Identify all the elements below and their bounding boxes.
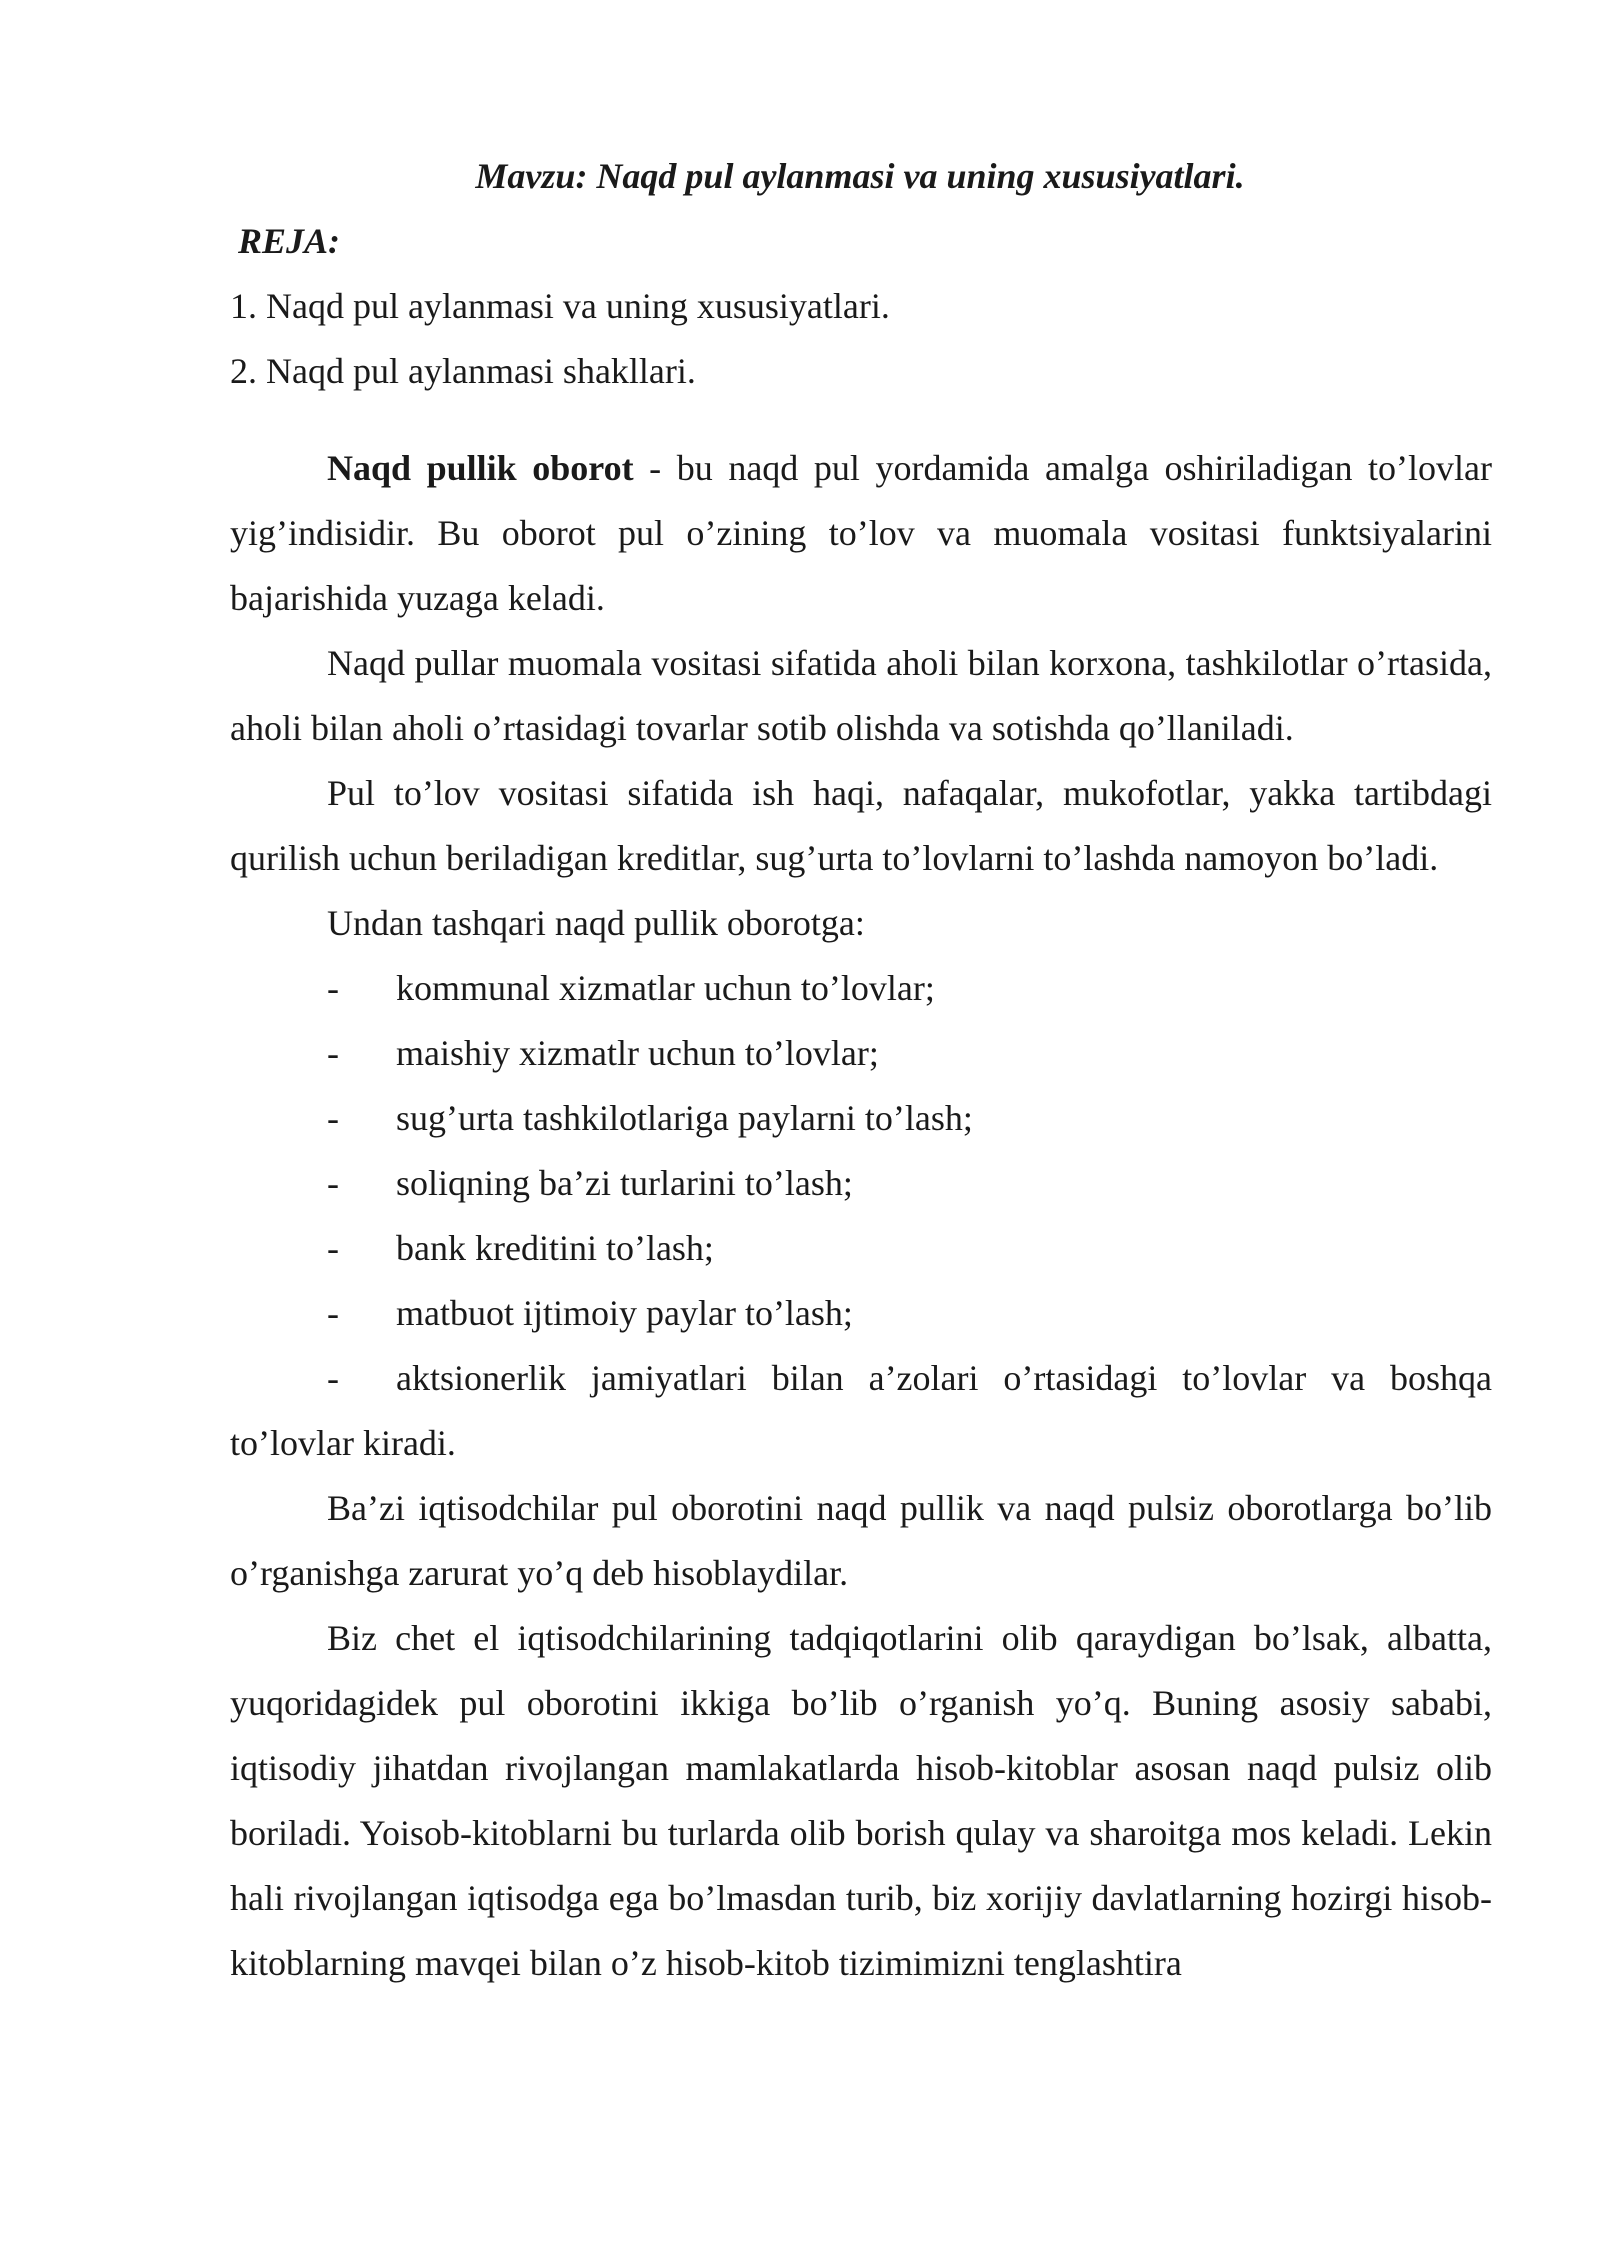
list-dash: - xyxy=(327,968,339,1008)
plan-item-1: 1. Naqd pul aylanmasi va uning xususiyatlari. xyxy=(230,286,890,326)
intro-text: - bu naqd pul yordamida amalga oshiriladigan to’lovlar yig’indisidir. Bu oborot pul o’zining to’lov va muomala vositasi funktsiyalarini bajarishida yuzaga keladi. xyxy=(230,448,1493,618)
paragraph-exchange-medium: Naqd pullar muomala vositasi sifatida aholi bilan korxona, tashkilotlar o’rtasida, aholi bilan aholi o’rtasidagi tovarlar sotib olishda va sotishda qo’llaniladi. xyxy=(230,643,1492,748)
plan-item-2: 2. Naqd pul aylanmasi shakllari. xyxy=(230,351,696,391)
list-dash: - xyxy=(327,1358,339,1398)
list-item-text: kommunal xizmatlar uchun to’lovlar; xyxy=(396,968,935,1008)
document-title: Mavzu: Naqd pul aylanmasi va uning xususiyatlari. xyxy=(475,156,1245,196)
paragraph-economists-view: Ba’zi iqtisodchilar pul oborotini naqd pullik va naqd pulsiz oborotlarga bo’lib o’rganishga zarurat yo’q deb hisoblaydilar. xyxy=(230,1488,1492,1593)
list-item-text: sug’urta tashkilotlariga paylarni to’lash; xyxy=(396,1098,973,1138)
list-item-text: maishiy xizmatlr uchun to’lovlar; xyxy=(396,1033,879,1073)
list-item xyxy=(230,1151,1492,1216)
list-item-text: soliqning ba’zi turlarini to’lash; xyxy=(396,1163,853,1203)
paragraph-foreign-research: Biz chet el iqtisodchilarining tadqiqotlarini olib qaraydigan bo’lsak, albatta, yuqoridagidek pul oborotini ikkiga bo’lib o’rganish yo’q. Buning asosiy sababi, iqtisodiy jihatdan rivojlangan mamlakatlarda hisob-kitoblar asosan naqd pulsiz olib boriladi. Yoisob-kitoblarni bu turlarda olib borish qulay va sharoitga mos keladi. Lekin hali rivojlangan iqtisodga ega bo’lmasdan turib, biz xorijiy davlatlarning hozirgi hisob-kitoblarning mavqei bilan o’z hisob-kitob tizimimizni tenglashtira xyxy=(230,1618,1492,1983)
list-dash: - xyxy=(327,1163,339,1203)
list-item xyxy=(230,1216,1492,1281)
document-body xyxy=(230,436,1492,1996)
list-dash: - xyxy=(327,1098,339,1138)
intro-term: Naqd pullik oborot xyxy=(327,448,634,488)
paragraph-list-intro: Undan tashqari naqd pullik oborotga: xyxy=(327,903,865,943)
list-item xyxy=(230,1281,1492,1346)
intro-paragraph xyxy=(230,436,1492,631)
list-item-text: bank kreditini to’lash; xyxy=(396,1228,714,1268)
list-dash: - xyxy=(327,1033,339,1073)
list-dash: - xyxy=(327,1293,339,1333)
list-item xyxy=(230,1346,1492,1476)
paragraph-payment-medium: Pul to’lov vositasi sifatida ish haqi, nafaqalar, mukofotlar, yakka tartibdagi qurilish uchun beriladigan kreditlar, sug’urta to’lovlarni to’lashda namoyon bo’ladi. xyxy=(230,773,1492,878)
list-item xyxy=(230,956,1492,1021)
list-item-text: aktsionerlik jamiyatlari bilan a’zolari o’rtasidagi to’lovlar va boshqa to’lovlar kiradi. xyxy=(230,1358,1492,1463)
plan-heading: REJA: xyxy=(238,221,341,261)
list-item xyxy=(230,1086,1492,1151)
list-item xyxy=(230,1021,1492,1086)
list-dash: - xyxy=(327,1228,339,1268)
list-item-text: matbuot ijtimoiy paylar to’lash; xyxy=(396,1293,853,1333)
